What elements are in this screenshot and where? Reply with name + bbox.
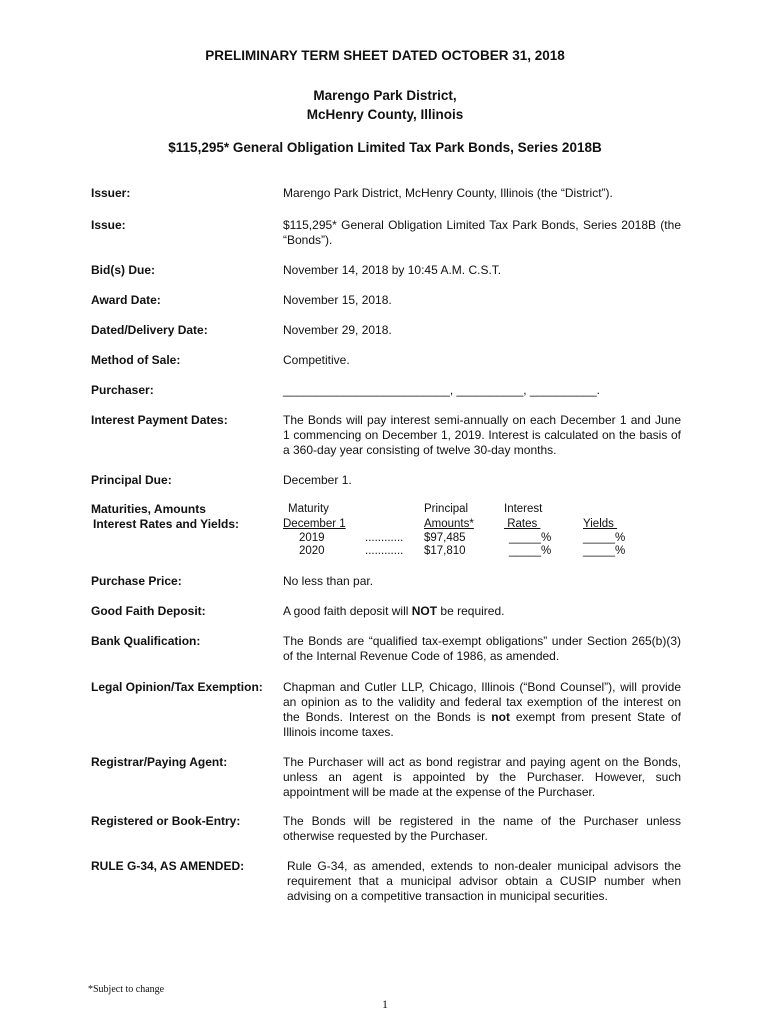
term-value: No less than par.	[283, 574, 374, 588]
principal-amount: $97,485	[424, 532, 466, 544]
col-header-amounts: Amounts*	[424, 518, 474, 530]
term-label: Registered or Book-Entry:	[91, 814, 241, 828]
term-label: Issuer:	[91, 186, 131, 200]
emphasis-text: NOT	[411, 604, 438, 618]
footnote: *Subject to change	[88, 984, 165, 995]
term-label: Purchase Price:	[91, 574, 182, 588]
maturity-year: 2019	[299, 532, 325, 544]
term-value	[283, 604, 681, 619]
col-header-december: December 1	[283, 518, 346, 530]
term-value: $115,295* General Obligation Limited Tax Park Bonds, Series 2018B (the “Bonds”).	[283, 218, 681, 247]
col-header-maturity: Maturity	[288, 503, 329, 515]
issuer-heading-line2: McHenry County, Illinois	[306, 107, 464, 122]
col-header-interest: Interest	[504, 503, 543, 515]
text-run: A good faith deposit will	[283, 604, 412, 618]
col-header-principal: Principal	[424, 503, 469, 515]
term-label: Bank Qualification:	[91, 634, 201, 648]
text-run: Chapman and Cutler LLP, Chicago, Illinois (“Bond Counsel”), will provide an opinion as to the validity and federal tax exemption of the interest on the Bonds. Interest on the Bonds is	[283, 680, 681, 724]
term-value: Marengo Park District, McHenry County, Illinois (the “District”).	[283, 186, 613, 200]
bond-title: $115,295* General Obligation Limited Tax Park Bonds, Series 2018B	[168, 140, 602, 155]
term-label: Registrar/Paying Agent:	[91, 755, 228, 769]
principal-amount: $17,810	[424, 545, 466, 557]
term-label: Award Date:	[91, 293, 161, 307]
term-label: Principal Due:	[91, 473, 172, 487]
page-number: 1	[382, 997, 388, 1011]
term-label: Good Faith Deposit:	[91, 604, 206, 618]
emphasis-text: not	[491, 710, 510, 724]
yield-blank: _____%	[583, 532, 626, 544]
term-label: Maturities, Amounts	[91, 502, 206, 516]
text-run: exempt from present State of Illinois income taxes.	[283, 710, 682, 739]
term-value: November 15, 2018.	[283, 293, 392, 307]
term-value: The Bonds will be registered in the name of the Purchaser unless otherwise requested by the Purchaser.	[283, 814, 681, 843]
term-value: Rule G-34, as amended, extends to non-dealer municipal advisors the requirement that a municipal advisor obtain a CUSIP number when advising on a competitive transaction in municipal securities.	[287, 859, 681, 903]
term-label: Method of Sale:	[91, 353, 181, 367]
term-label: Bid(s) Due:	[91, 263, 155, 277]
term-label: Dated/Delivery Date:	[91, 323, 208, 337]
interest-rate-blank: _____%	[509, 532, 552, 544]
col-header-rates: Rates	[504, 518, 541, 530]
document-title: PRELIMINARY TERM SHEET DATED OCTOBER 31, 2018	[205, 48, 565, 63]
leader-dots: ............	[365, 545, 404, 557]
term-value: November 29, 2018.	[283, 323, 392, 337]
issuer-heading-line1: Marengo Park District,	[313, 88, 457, 103]
col-header-yields: Yields	[583, 518, 618, 530]
term-value: The Purchaser will act as bond registrar and paying agent on the Bonds, unless an agent is appointed by the Purchaser. However, such appointment will be made at the expense of the Purchaser.	[283, 755, 681, 799]
term-label: Purchaser:	[91, 383, 154, 397]
term-label: Legal Opinion/Tax Exemption:	[91, 680, 263, 694]
term-label: Interest Rates and Yields:	[93, 517, 240, 531]
interest-rate-blank: _____%	[509, 545, 552, 557]
term-label: RULE G-34, AS AMENDED:	[91, 859, 245, 873]
term-value: November 14, 2018 by 10:45 A.M. C.S.T.	[283, 263, 502, 277]
issuer-heading	[0, 86, 770, 124]
maturity-year: 2020	[299, 545, 325, 557]
term-value: December 1.	[283, 473, 352, 487]
term-value: The Bonds will pay interest semi-annually on each December 1 and June 1 commencing on December 1, 2019. Interest is calculated on the basis of a 360-day year consisting of twelve 30-day months.	[283, 413, 681, 457]
term-label: Interest Payment Dates:	[91, 413, 228, 427]
term-value	[283, 680, 681, 740]
term-value: Competitive.	[283, 353, 350, 367]
term-value: The Bonds are “qualified tax-exempt obligations” under Section 265(b)(3) of the Internal Revenue Code of 1986, as amended.	[283, 634, 681, 663]
term-label: Issue:	[91, 218, 126, 232]
purchaser-blank: _________________________, __________, __________.	[283, 383, 600, 397]
yield-blank: _____%	[583, 545, 626, 557]
text-run: be required.	[437, 604, 505, 618]
leader-dots: ............	[365, 532, 404, 544]
